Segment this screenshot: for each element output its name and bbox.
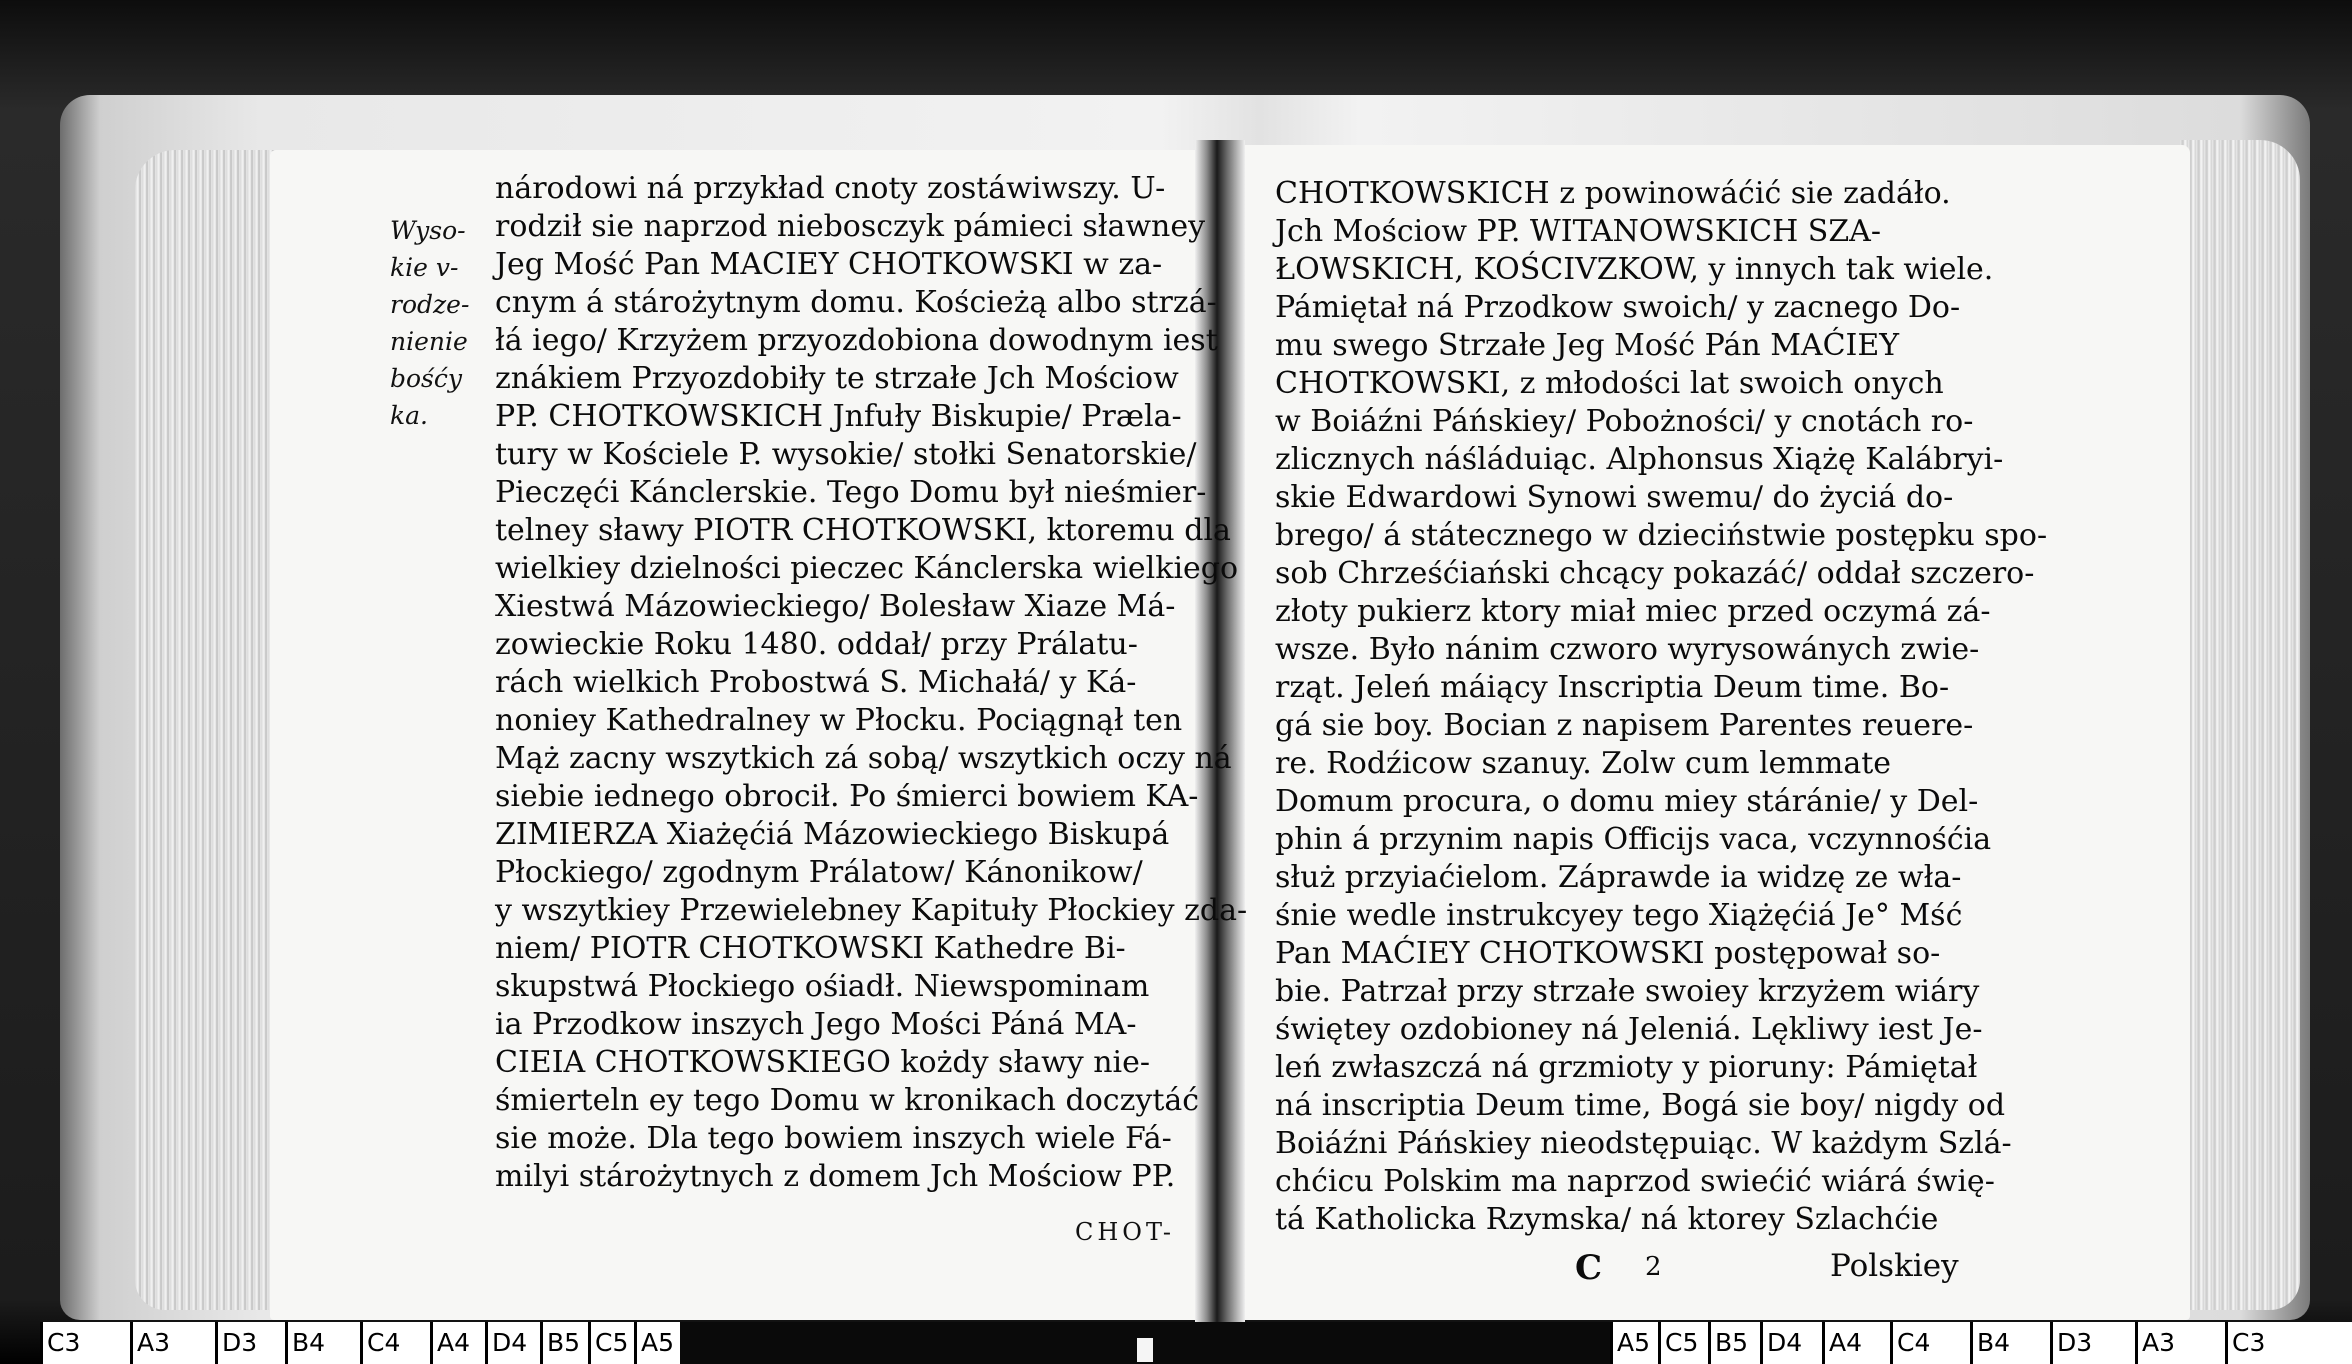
signature-number: 2 [1645, 1252, 1662, 1282]
ruler-label: C5 [588, 1322, 628, 1364]
text-line: rząt. Jeleń máiący Inscriptia Deum time. Bo- [1275, 670, 1950, 705]
color-ruler-left [40, 1322, 680, 1364]
text-line: łá iego/ Krzyżem przyozdobiona dowodnym iest [495, 323, 1218, 358]
text-line: Jch Mościow PP. WITANOWSKICH SZA- [1275, 214, 1881, 249]
text-line: telney sławy PIOTR CHOTKOWSKI, ktoremu dla [495, 513, 1231, 548]
text-line: Płockiego/ zgodnym Prálatow/ Kánonikow/ [495, 855, 1143, 890]
text-line: mu swego Strzałe Jeg Mość Pán MAĆIEY [1275, 328, 1900, 363]
ruler-label: C4 [1890, 1322, 1930, 1364]
text-line: CHOTKOWSKICH z powinowáćić sie zadáło. [1275, 176, 1951, 211]
ruler-label: C3 [2225, 1322, 2265, 1364]
catchword-right: Polskiey [1830, 1248, 1959, 1284]
text-line: wsze. Było nánim czworo wyrysowánych zwie- [1275, 632, 1980, 667]
text-line: CHOTKOWSKI, z młodości lat swoich onych [1275, 366, 1944, 401]
ruler-label: D4 [1760, 1322, 1802, 1364]
text-line: gá sie boy. Bocian z napisem Parentes reuere- [1275, 708, 1974, 743]
margin-note-line: rodze- [390, 290, 470, 319]
text-line: národowi ná przykład cnoty zostáwiwszy. U- [495, 171, 1166, 206]
text-line: śmierteln ey tego Domu w kronikach doczytáć [495, 1083, 1200, 1118]
ruler-label: A4 [1822, 1322, 1862, 1364]
text-line: ŁOWSKICH, KOŚCIVZKOW, y innych tak wiele. [1275, 252, 1994, 287]
text-line: służ przyiaćielom. Záprawde ia widzę ze wła- [1275, 860, 1962, 895]
text-line: Pieczęći Kánclerskie. Tego Domu był nieśmier- [495, 475, 1207, 510]
text-line: skupstwá Płockiego ośiadł. Niewspominam [495, 969, 1150, 1004]
text-line: rách wielkich Probostwá S. Michałá/ y Ká- [495, 665, 1137, 700]
ruler-center-mark [1137, 1338, 1153, 1362]
text-line: Boiáźni Páńskiey nieodstępuiąc. W każdym Szlá- [1275, 1126, 2012, 1161]
text-line: re. Rodźicow szanuy. Zolw cum lemmate [1275, 746, 1892, 781]
text-line: ia Przodkow inszych Jego Mości Páná MA- [495, 1007, 1137, 1042]
text-line: świętey ozdobioney ná Jeleniá. Lękliwy iest Je- [1275, 1012, 1983, 1047]
ruler-label: C5 [1658, 1322, 1698, 1364]
text-line: chćicu Polskim ma naprzod swiećić wiárá świę- [1275, 1164, 1995, 1199]
text-line: CIEIA CHOTKOWSKIEGO kożdy sławy nie- [495, 1045, 1151, 1080]
text-line: bie. Patrzał przy strzałe swoiey krzyżem wiáry [1275, 974, 1980, 1009]
text-line: tury w Kościele P. wysokie/ stołki Senatorskie/ [495, 437, 1197, 472]
ruler-label: B4 [1970, 1322, 2010, 1364]
ruler-label: D3 [215, 1322, 257, 1364]
text-line: phin á przynim napis Officijs vaca, vczynnośćia [1275, 822, 1992, 857]
text-line: brego/ á státecznego w dzieciństwie postępku spo- [1275, 518, 2048, 553]
text-line: w Boiáźni Páńskiey/ Pobożności/ y cnotách ro- [1275, 404, 1974, 439]
text-line: ZIMIERZA Xiażęćiá Mázowieckiego Biskupá [495, 817, 1170, 852]
text-line: Pámiętał ná Przodkow swoich/ y zacnego Do- [1275, 290, 1961, 325]
text-line: PP. CHOTKOWSKICH Jnfuły Biskupie/ Præla- [495, 399, 1182, 434]
text-line: rodził sie naprzod niebosczyk pámieci sławney [495, 209, 1206, 244]
text-line: y wszytkiey Przewielebney Kapituły Płockiey zda- [495, 893, 1248, 928]
ruler-label: B5 [540, 1322, 580, 1364]
ruler-label: A4 [430, 1322, 470, 1364]
margin-note-line: nienie [390, 327, 468, 356]
ruler-label: C4 [360, 1322, 400, 1364]
text-line: siebie iednego obrocił. Po śmierci bowiem KA- [495, 779, 1199, 814]
text-line: zlicznych náśláduiąc. Alphonsus Xiążę Kalábryi- [1275, 442, 2004, 477]
text-line: zowieckie Roku 1480. oddał/ przy Prálatu- [495, 627, 1138, 662]
page-edges-left [135, 150, 275, 1310]
text-line: wielkiey dzielności pieczec Kánclerska wielkiego [495, 551, 1239, 586]
text-line: ná inscriptia Deum time, Bogá sie boy/ nigdy od [1275, 1088, 2006, 1123]
text-line: noniey Kathedralney w Płocku. Pociągnął ten [495, 703, 1183, 738]
text-line: Domum procura, o domu miey stáránie/ y Del- [1275, 784, 1979, 819]
ruler-label: A3 [130, 1322, 170, 1364]
page-footer [1575, 1248, 1959, 1288]
text-line: milyi stárożytnych z domem Jch Mościow PP. [495, 1159, 1176, 1194]
margin-note-line: Wyso- [390, 216, 466, 245]
margin-note-line: kie v- [390, 253, 459, 282]
text-line: Xiestwá Mázowieckiego/ Bolesław Xiaze Má- [495, 589, 1176, 624]
text-line: Pan MAĆIEY CHOTKOWSKI postępował so- [1275, 936, 1941, 971]
text-line: Jeg Mość Pan MACIEY CHOTKOWSKI w za- [495, 247, 1163, 282]
text-line: sob Chrześćiański chcący pokazáć/ oddał szczero- [1275, 556, 2035, 591]
ruler-label: D4 [485, 1322, 527, 1364]
ruler-label: D3 [2050, 1322, 2092, 1364]
text-line: Mąż zacny wszytkich zá sobą/ wszytkich oczy ná [495, 741, 1232, 776]
text-line: tá Katholicka Rzymska/ ná ktorey Szlachćie [1275, 1202, 1939, 1237]
text-line: znákiem Przyozdobiły te strzałe Jch Mościow [495, 361, 1179, 396]
text-line: śnie wedle instrukcyey tego Xiążęćiá Je° Mść [1275, 898, 1963, 933]
text-line: cnym á stárożytnym domu. Kościeżą albo strzá- [495, 285, 1217, 320]
ruler-label: C3 [40, 1322, 80, 1364]
ruler-label: A5 [634, 1322, 674, 1364]
ruler-label: B4 [285, 1322, 325, 1364]
color-ruler-right [1610, 1322, 2352, 1364]
text-line: skie Edwardowi Synowi swemu/ do życiá do- [1275, 480, 1954, 515]
text-line: niem/ PIOTR CHOTKOWSKI Kathedre Bi- [495, 931, 1126, 966]
text-line: złoty pukierz ktory miał miec przed oczymá zá- [1275, 594, 1991, 629]
signature-mark: C [1575, 1248, 1603, 1288]
ruler-label: B5 [1708, 1322, 1748, 1364]
ruler-label: A5 [1610, 1322, 1650, 1364]
text-line: sie może. Dla tego bowiem inszych wiele Fá- [495, 1121, 1172, 1156]
page-edges-right [2180, 140, 2300, 1310]
margin-note-line: ka. [390, 401, 429, 430]
catchword-left: CHOT- [1075, 1218, 1175, 1246]
text-line: leń zwłaszczá ná grzmioty y pioruny: Pámiętał [1275, 1050, 1978, 1085]
ruler-label: A3 [2135, 1322, 2175, 1364]
margin-note-line: bośćy [390, 364, 463, 393]
